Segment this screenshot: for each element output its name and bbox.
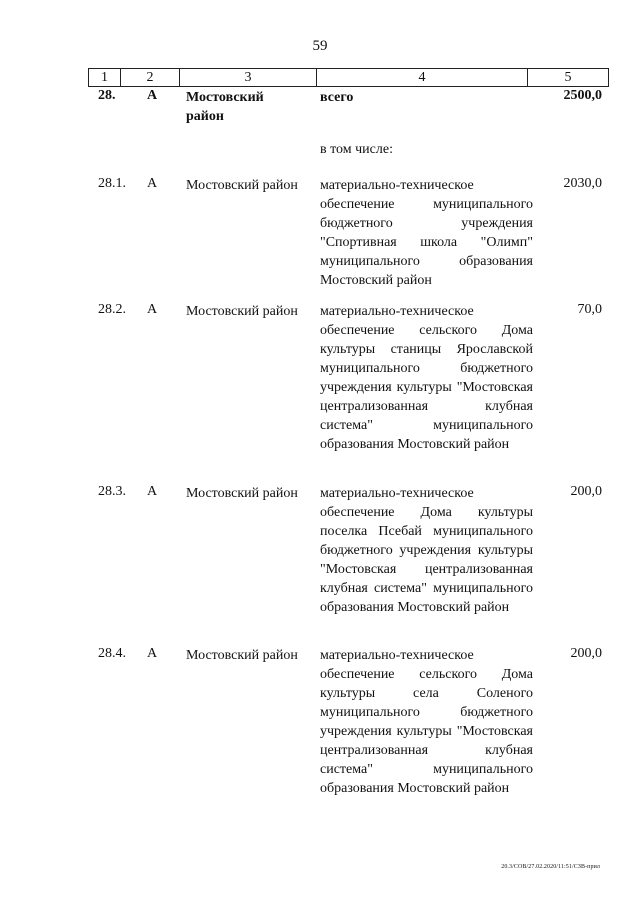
group-district: Мостовский район <box>186 90 264 124</box>
row-code: А <box>147 176 158 191</box>
group-number: 28. <box>98 88 116 103</box>
row-amount: 2030,0 <box>563 176 602 191</box>
row-code: А <box>147 302 158 317</box>
row-purpose: материально-техническое обеспечение муниципального бюджетного учреждения "Спортивная школа "Олимп" муниципального образования Мостовский район <box>320 178 533 288</box>
header-col-5: 5 <box>564 70 572 85</box>
row-number: 28.4. <box>98 646 126 661</box>
page-number: 59 <box>312 38 328 54</box>
row-amount: 200,0 <box>570 484 602 499</box>
row-purpose: материально-техническое обеспечение сельского Дома культуры станицы Ярославской муниципального бюджетного учреждения культуры "Мостовская централизованная клубная система" муниципального образования Мостовский район <box>320 304 533 452</box>
row-amount: 200,0 <box>570 646 602 661</box>
row-district: Мостовский район <box>186 648 298 663</box>
row-district: Мостовский район <box>186 486 298 501</box>
row-code: А <box>147 646 158 661</box>
group-code: А <box>147 88 158 103</box>
group-amount: 2500,0 <box>563 88 602 103</box>
row-district: Мостовский район <box>186 178 298 193</box>
row-purpose: материально-техническое обеспечение Дома культуры поселка Псебай муниципального бюджетного учреждения культуры "Мостовская централизованная клубная система" муниципального образования Мостовский район <box>320 486 533 615</box>
header-col-3: 3 <box>180 69 317 86</box>
row-number: 28.3. <box>98 484 126 499</box>
table-header-row <box>88 68 609 87</box>
header-col-4: 4 <box>317 69 528 86</box>
document-footer-code: 20.3/СОВ/27.02.2020/11:51/СЗВ-прил <box>501 864 600 870</box>
subtotal-label: в том числе: <box>320 142 393 157</box>
row-purpose: материально-техническое обеспечение сельского Дома культуры села Соленого муниципального бюджетного учреждения культуры "Мостовская централизованная клубная система" муниципального образования Мостовский район <box>320 648 533 796</box>
row-amount: 70,0 <box>577 302 602 317</box>
row-code: А <box>147 484 158 499</box>
group-purpose: всего <box>320 90 354 105</box>
row-number: 28.2. <box>98 302 126 317</box>
row-district: Мостовский район <box>186 304 298 319</box>
header-col-1: 1 <box>89 69 121 86</box>
header-col-2: 2 <box>121 69 180 86</box>
row-number: 28.1. <box>98 176 126 191</box>
